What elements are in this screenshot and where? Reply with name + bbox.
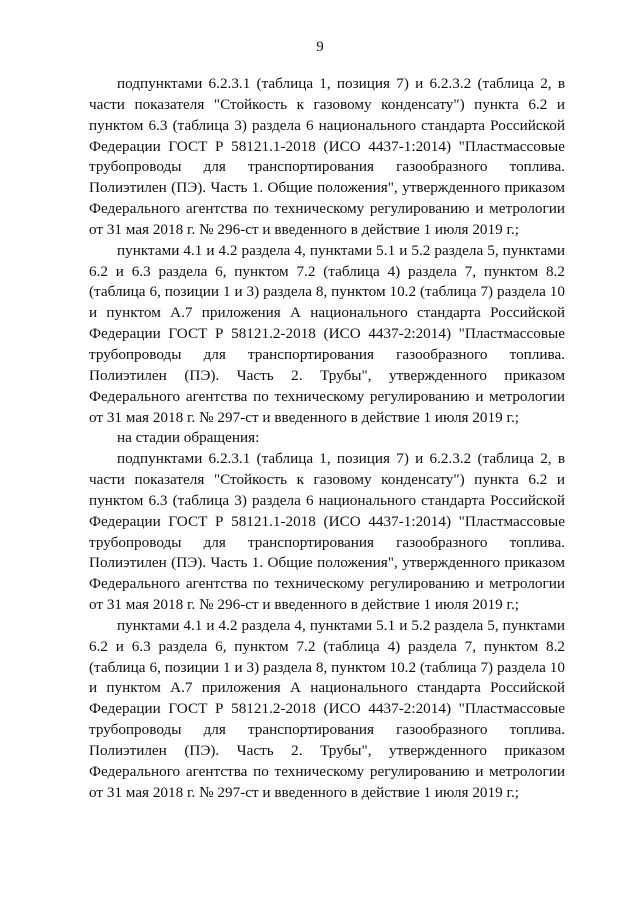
document-body	[89, 74, 565, 804]
page-number: 9	[316, 39, 324, 55]
paragraph-circulation-stage-heading: на стадии обращения:	[117, 429, 260, 447]
paragraph-gost-58121-2-circulation: пунктами 4.1 и 4.2 раздела 4, пунктами 5.1 и 5.2 раздела 5, пунктами 6.2 и 6.3 раздела 6, пунктом 7.2 (таблица 4) раздела 7, пунктом 8.2 (таблица 6, позиции 1 и 3) раздела 8, пунктом 10.2 (таблица 7) раздела 10 и пунктом А.7 приложения А национального стандарта Российской Федерации ГОСТ Р 58121.2-2018 (ИСО 4437-2:2014) "Пластмассовые трубопроводы для транспортирования газообразного топлива. Полиэтилен (ПЭ). Часть 2. Трубы", утвержденного приказом Федерального агентства по техническому регулированию и метрологии от 31 мая 2018 г. № 297-ст и введенного в действие 1 июля 2019 г.;	[89, 616, 565, 801]
paragraph-gost-58121-1-circulation: подпунктами 6.2.3.1 (таблица 1, позиция 7) и 6.2.3.2 (таблица 2, в части показателя "Стойкость к газовому конденсату") пункта 6.2 и пунктом 6.3 (таблица 3) раздела 6 национального стандарта Российской Федерации ГОСТ Р 58121.1-2018 (ИСО 4437-1:2014) "Пластмассовые трубопроводы для транспортирования газообразного топлива. Полиэтилен (ПЭ). Часть 1. Общие положения", утвержденного приказом Федерального агентства по техническому регулированию и метрологии от 31 мая 2018 г. № 296-ст и введенного в действие 1 июля 2019 г.;	[89, 450, 565, 614]
paragraph-gost-58121-2-production: пунктами 4.1 и 4.2 раздела 4, пунктами 5.1 и 5.2 раздела 5, пунктами 6.2 и 6.3 раздела 6, пунктом 7.2 (таблица 4) раздела 7, пунктом 8.2 (таблица 6, позиции 1 и 3) раздела 8, пунктом 10.2 (таблица 7) раздела 10 и пунктом А.7 приложения А национального стандарта Российской Федерации ГОСТ Р 58121.2-2018 (ИСО 4437-2:2014) "Пластмассовые трубопроводы для транспортирования газообразного топлива. Полиэтилен (ПЭ). Часть 2. Трубы", утвержденного приказом Федерального агентства по техническому регулированию и метрологии от 31 мая 2018 г. № 297-ст и введенного в действие 1 июля 2019 г.;	[89, 241, 565, 426]
paragraph-gost-58121-1-production: подпунктами 6.2.3.1 (таблица 1, позиция 7) и 6.2.3.2 (таблица 2, в части показателя "Стойкость к газовому конденсату") пункта 6.2 и пунктом 6.3 (таблица 3) раздела 6 национального стандарта Российской Федерации ГОСТ Р 58121.1-2018 (ИСО 4437-1:2014) "Пластмассовые трубопроводы для транспортирования газообразного топлива. Полиэтилен (ПЭ). Часть 1. Общие положения", утвержденного приказом Федерального агентства по техническому регулированию и метрологии от 31 мая 2018 г. № 296-ст и введенного в действие 1 июля 2019 г.;	[89, 75, 565, 238]
